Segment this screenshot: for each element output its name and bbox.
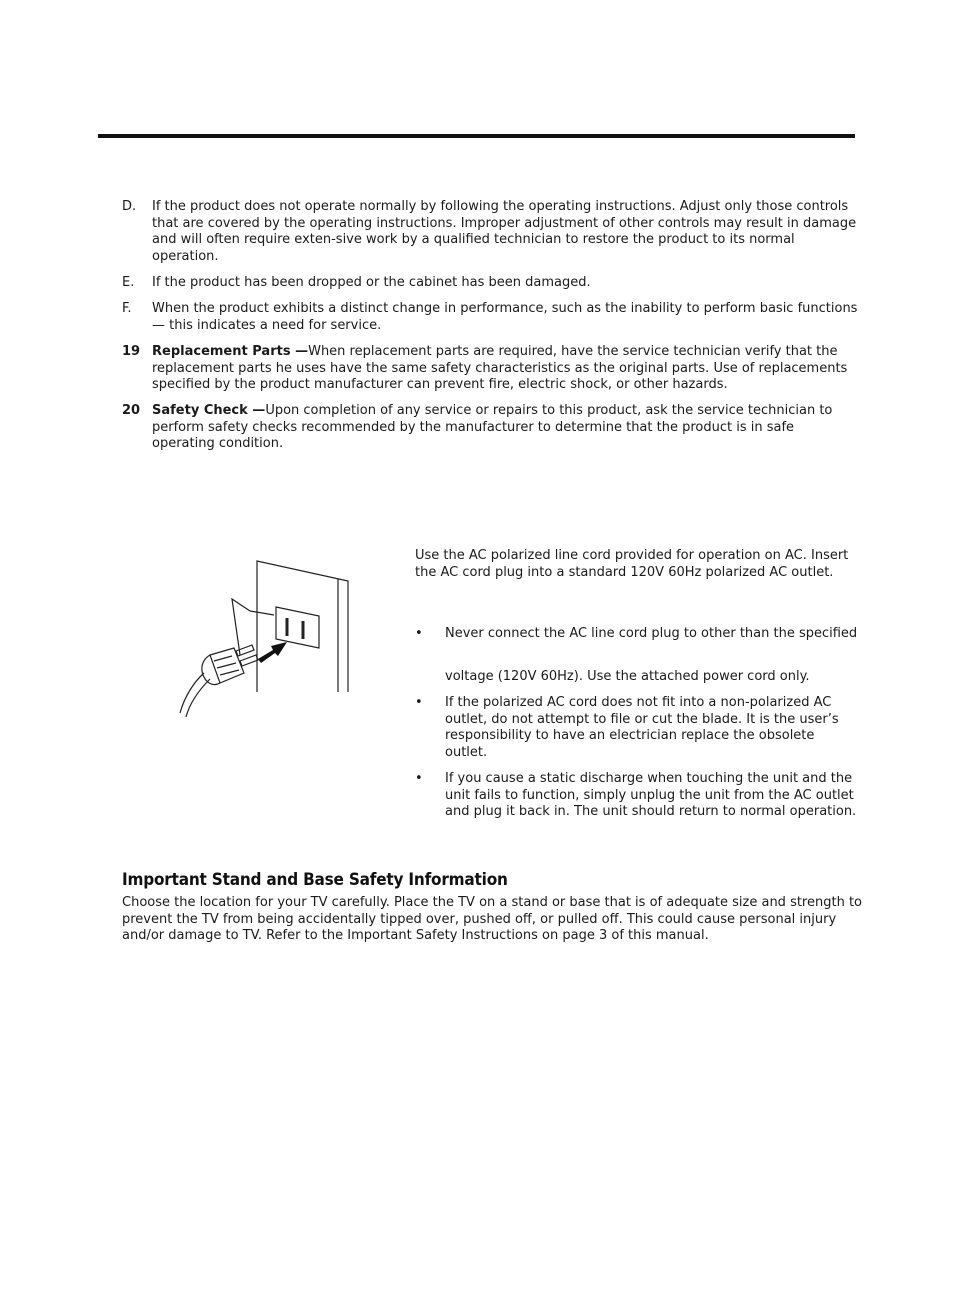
item-title: Safety Check — bbox=[152, 403, 266, 418]
item-text: If the product has been dropped or the cabinet has been damaged. bbox=[152, 275, 591, 290]
item-label: E. bbox=[122, 275, 135, 290]
list-item-d bbox=[122, 199, 858, 265]
list-item-19 bbox=[122, 344, 858, 394]
bullet-text: voltage (120V 60Hz). Use the attached power cord only. bbox=[445, 669, 810, 684]
list-item-e bbox=[122, 275, 858, 292]
bullet-continuation bbox=[415, 669, 860, 686]
bullet-text: Never connect the AC line cord plug to other than the specified bbox=[445, 626, 858, 641]
section-heading: Important Stand and Base Safety Information bbox=[122, 870, 508, 890]
bullet-dot: • bbox=[415, 771, 423, 786]
item-text: When replacement parts are required, have the service technician verify that the replacement parts he uses have the same safety characteristics as the original parts. Use of replacements specified by the product manufacturer can prevent fire, electric shock, or other hazards. bbox=[152, 344, 848, 393]
header-rule bbox=[98, 134, 855, 138]
list-item-f bbox=[122, 301, 858, 334]
ac-cord-instructions: Use the AC polarized line cord provided for operation on AC. Insert the AC cord plug into a standard 120V 60Hz polarized AC outlet. bbox=[415, 548, 849, 580]
bullet-dot: • bbox=[415, 626, 423, 641]
item-title: Replacement Parts — bbox=[152, 344, 309, 359]
bullet-text: If the polarized AC cord does not fit into a non-polarized AC outlet, do not attempt to file or cut the blade. It is the user’s responsibility to have an electrician replace the obsolete outlet. bbox=[445, 695, 839, 760]
stand-safety-text: Choose the location for your TV carefully. Place the TV on a stand or base that is of adequate size and strength to prevent the TV from being accidentally tipped over, pushed off, or pulled off. This could cause personal injury and/or damage to TV. Refer to the Important Safety Instructions on page 3 of this manual. bbox=[122, 895, 863, 944]
item-number: 20 bbox=[122, 403, 141, 418]
item-text: When the product exhibits a distinct change in performance, such as the inability to perform basic functions — this indicates a need for service. bbox=[152, 301, 858, 333]
item-label: F. bbox=[122, 301, 132, 316]
bullet-item bbox=[415, 695, 860, 761]
item-label: D. bbox=[122, 199, 137, 214]
item-text: Upon completion of any service or repairs to this product, ask the service technician to perform safety checks recommended by the manufacturer to determine that the product is in safe operating condition. bbox=[152, 403, 833, 452]
list-item-20 bbox=[122, 403, 858, 453]
bullet-item bbox=[415, 626, 860, 643]
item-number: 19 bbox=[122, 344, 141, 359]
bullet-dot: • bbox=[415, 695, 423, 710]
item-text: If the product does not operate normally by following the operating instructions. Adjust only those controls that are covered by the operating instructions. Improper adjustment of other controls may result in damage and will often require exten-sive work by a qualified technician to restore the product to its normal operation. bbox=[152, 199, 857, 264]
bullet-text: If you cause a static discharge when touching the unit and the unit fails to function, simply unplug the unit from the AC outlet and plug it back in. The unit should return to normal operation. bbox=[445, 771, 857, 820]
bullet-item bbox=[415, 771, 860, 821]
plug-into-outlet-icon bbox=[170, 555, 360, 720]
